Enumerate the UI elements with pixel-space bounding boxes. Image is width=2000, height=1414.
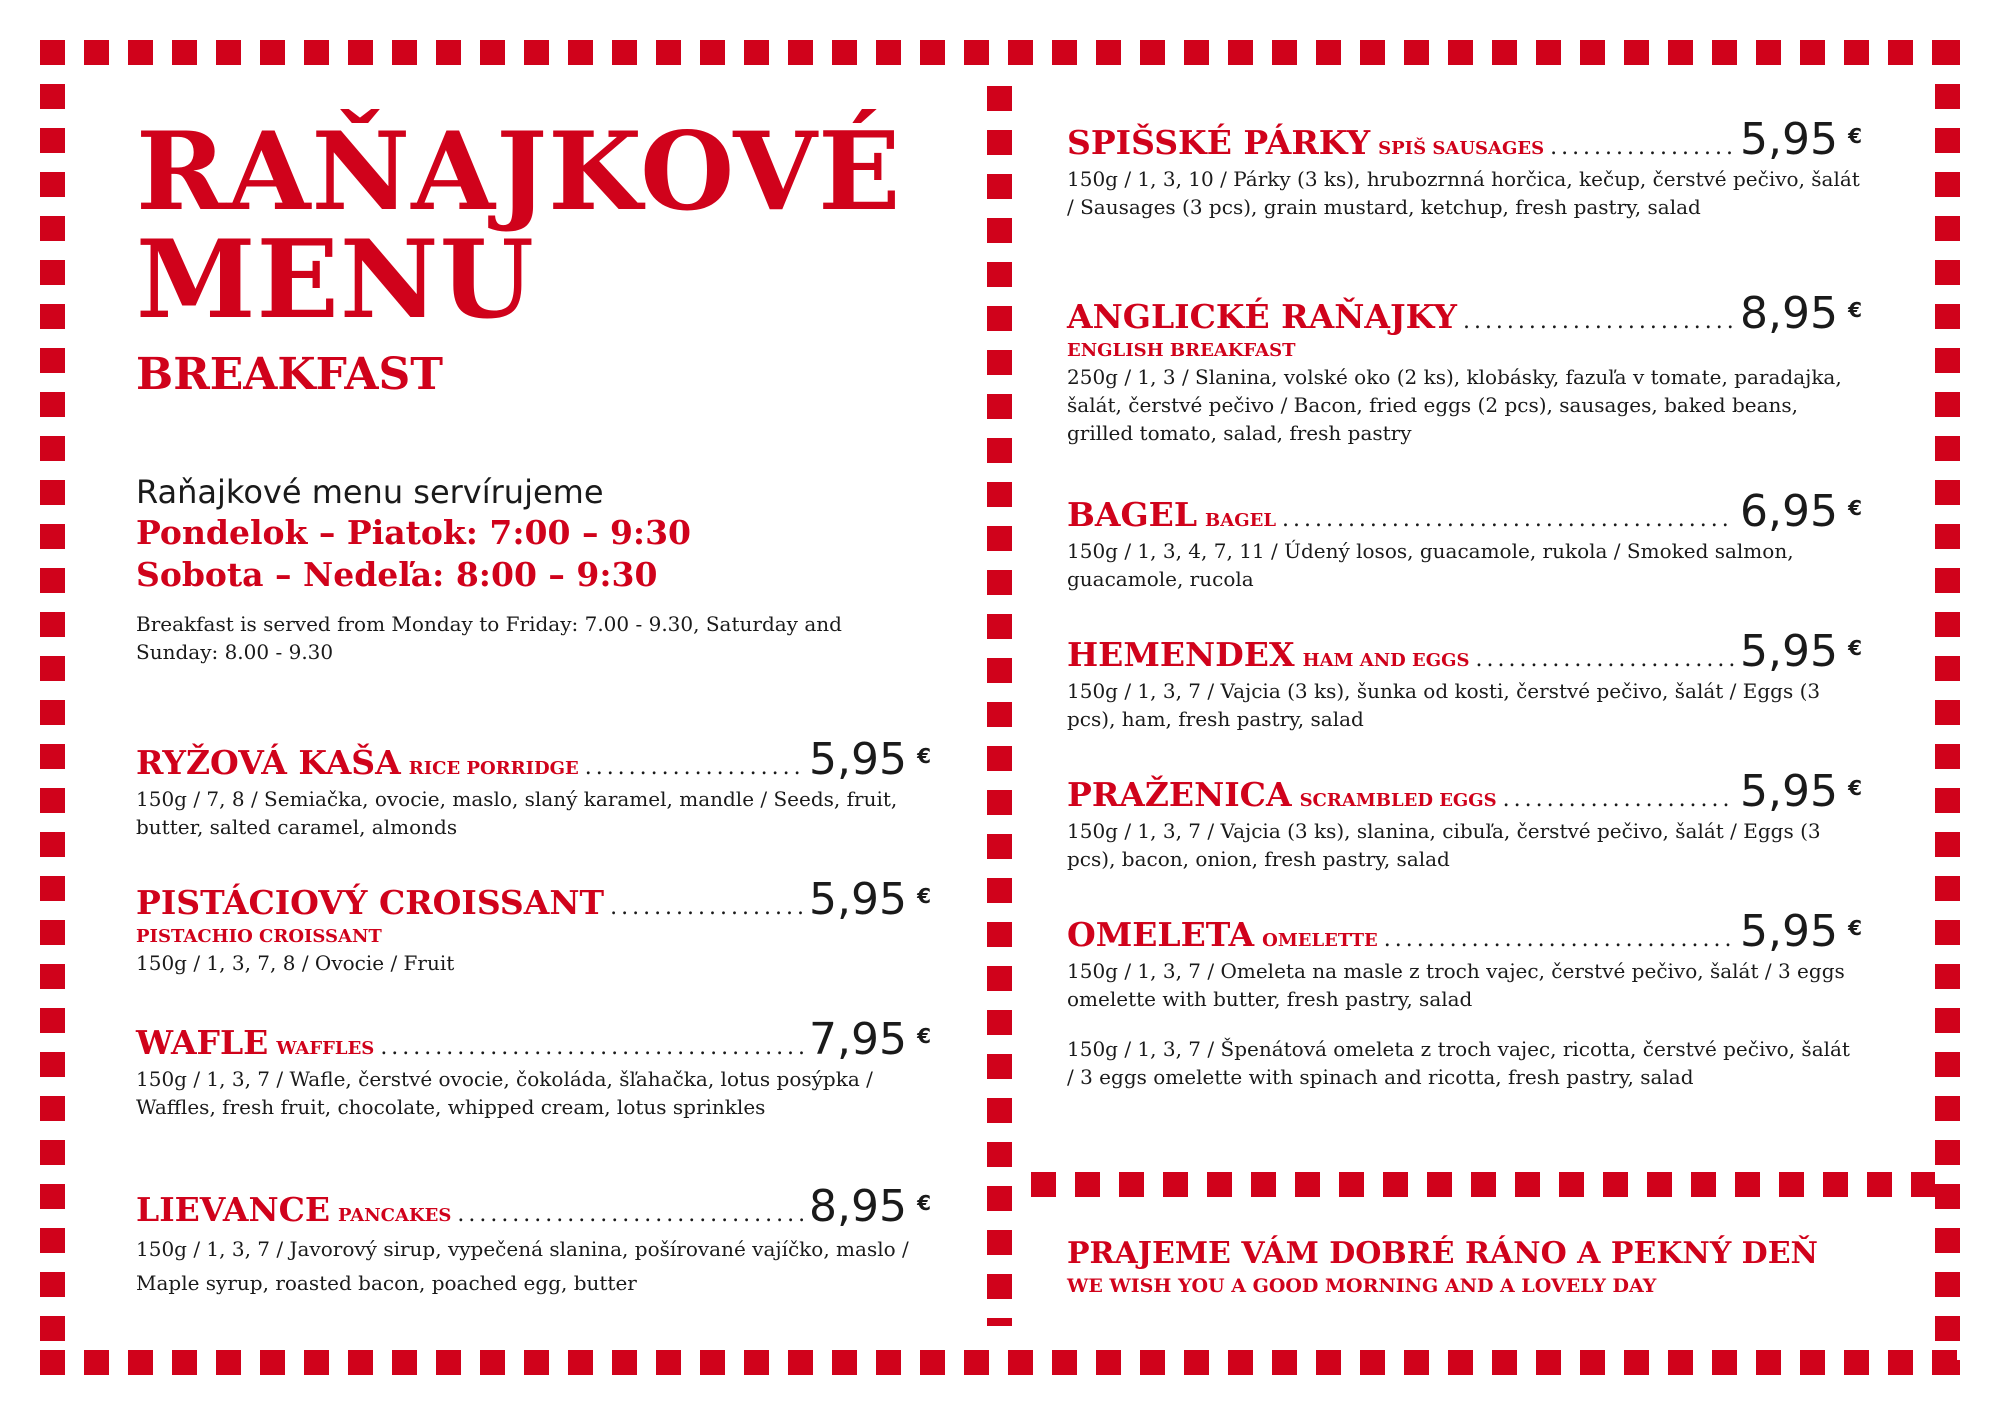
menu-title-line2: MENU xyxy=(136,217,535,343)
left-dashed-border xyxy=(40,40,65,1375)
item-english-name: WAFFLES xyxy=(276,1038,375,1059)
item-description: 150g / 7, 8 / Semiačka, ovocie, maslo, slaný karamel, mandle / Seeds, fruit, butter, salted caramel, almonds xyxy=(136,787,898,839)
menu-item xyxy=(136,1181,931,1300)
item-price: 6,95 € xyxy=(1740,486,1862,537)
bottom-dashed-border xyxy=(40,1350,1960,1375)
item-description: 150g / 1, 3, 7 / Vajcia (3 ks), šunka od kosti, čerstvé pečivo, šalát / Eggs (3 pcs), ham, fresh pastry, salad xyxy=(1067,679,1821,731)
closing-greeting-english: WE WISH YOU A GOOD MORNING AND A LOVELY DAY xyxy=(1067,1275,1657,1297)
item-description: 150g / 1, 3, 4, 7, 11 / Údený losos, guacamole, rukola / Smoked salmon, guacamole, rucola xyxy=(1067,539,1794,591)
item-name: HEMENDEX xyxy=(1067,635,1295,674)
item-description: 250g / 1, 3 / Slanina, volské oko (2 ks), klobásky, fazuľa v tomate, paradajka, šalát, čerstvé pečivo / Bacon, fried eggs (2 pcs), sausages, baked beans, grilled tomato, salad, fresh pastry xyxy=(1067,365,1842,445)
item-description: 150g / 1, 3, 10 / Párky (3 ks), hrubozrnná horčica, kečup, čerstvé pečivo, šalát / Sausages (3 pcs), grain mustard, ketchup, fresh pastry, salad xyxy=(1067,167,1860,219)
euro-sign: € xyxy=(917,884,931,908)
center-dashed-divider xyxy=(987,86,1012,1326)
item-price: 5,95 € xyxy=(1740,626,1862,677)
menu-item xyxy=(1067,906,1862,1091)
item-price: 5,95 € xyxy=(809,734,931,785)
menu-item xyxy=(1067,288,1862,447)
serving-weekend: Sobota – Nedeľa: 8:00 – 9:30 xyxy=(136,555,658,594)
item-english-name: RICE PORRIDGE xyxy=(408,758,579,779)
item-name: LIEVANCE xyxy=(136,1190,331,1229)
item-description: 150g / 1, 3, 7 / Wafle, čerstvé ovocie, čokoláda, šľahačka, lotus posýpka / Waffles, fresh fruit, chocolate, whipped cream, lotus sprinkles xyxy=(136,1067,873,1119)
item-english-name: ENGLISH BREAKFAST xyxy=(1067,340,1296,361)
closing-message xyxy=(1067,1235,1818,1299)
menu-item xyxy=(136,734,931,841)
menu-item xyxy=(1067,766,1862,873)
item-price: 5,95 € xyxy=(1740,766,1862,817)
item-price: 5,95 € xyxy=(1740,114,1862,165)
euro-sign: € xyxy=(1848,636,1862,660)
menu-subtitle: BREAKFAST xyxy=(136,349,443,400)
euro-sign: € xyxy=(1848,776,1862,800)
menu-item xyxy=(1067,626,1862,733)
item-english-name: HAM AND EGGS xyxy=(1302,650,1470,671)
serving-weekdays: Pondelok – Piatok: 7:00 – 9:30 xyxy=(136,513,692,552)
serving-english: Breakfast is served from Monday to Friday: 7.00 - 9.30, Saturday and Sunday: 8.00 - 9.30 xyxy=(136,612,842,664)
closing-greeting: PRAJEME VÁM DOBRÉ RÁNO A PEKNÝ DEŇ xyxy=(1067,1236,1818,1271)
item-english-name: SPIŠ SAUSAGES xyxy=(1378,138,1545,159)
menu-item xyxy=(1067,486,1862,593)
item-name: WAFLE xyxy=(136,1023,269,1062)
item-description: 150g / 1, 3, 7 / Javorový sirup, vypečená slanina, pošírované vajíčko, maslo / Maple syrup, roasted bacon, poached egg, butter xyxy=(136,1237,909,1295)
item-description-variant: 150g / 1, 3, 7 / Špenátová omeleta z troch vajec, ricotta, čerstvé pečivo, šalát / 3 eggs omelette with spinach and ricotta, fresh pastry, salad xyxy=(1067,1037,1850,1089)
item-price: 7,95 € xyxy=(809,1014,931,1065)
menu-title xyxy=(136,109,902,343)
item-description: 150g / 1, 3, 7 / Omeleta na masle z troch vajec, čerstvé pečivo, šalát / 3 eggs omelette with butter, fresh pastry, salad xyxy=(1067,959,1845,1011)
item-english-name: SCRAMBLED EGGS xyxy=(1299,790,1497,811)
item-price: 8,95 € xyxy=(1740,288,1862,339)
item-english-name: PISTACHIO CROISSANT xyxy=(136,926,382,947)
euro-sign: € xyxy=(917,1024,931,1048)
item-price: 8,95 € xyxy=(809,1181,931,1232)
item-english-name: PANCAKES xyxy=(338,1205,452,1226)
item-description: 150g / 1, 3, 7 / Vajcia (3 ks), slanina, cibuľa, čerstvé pečivo, šalát / Eggs (3 pcs), bacon, onion, fresh pastry, salad xyxy=(1067,819,1821,871)
item-price: 5,95 € xyxy=(809,874,931,925)
item-name: PRAŽENICA xyxy=(1067,775,1292,814)
top-dashed-border xyxy=(40,40,1960,65)
menu-item xyxy=(1067,114,1862,221)
menu-item xyxy=(136,1014,931,1121)
item-english-name: BAGEL xyxy=(1205,510,1276,531)
right-dashed-border xyxy=(1935,40,1960,1375)
euro-sign: € xyxy=(1848,916,1862,940)
euro-sign: € xyxy=(917,1191,931,1215)
item-name: BAGEL xyxy=(1067,495,1198,534)
item-name: OMELETA xyxy=(1067,915,1255,954)
item-name: RYŽOVÁ KAŠA xyxy=(136,743,401,782)
menu-title-line1: RAŇAJKOVÉ xyxy=(136,109,902,235)
item-name: ANGLICKÉ RAŇAJKY xyxy=(1067,297,1457,336)
euro-sign: € xyxy=(1848,298,1862,322)
euro-sign: € xyxy=(1848,124,1862,148)
serving-heading: Raňajkové menu servírujeme xyxy=(136,473,604,511)
item-name: SPIŠSKÉ PÁRKY xyxy=(1067,123,1371,162)
item-price: 5,95 € xyxy=(1740,906,1862,957)
item-english-name: OMELETTE xyxy=(1262,930,1378,951)
euro-sign: € xyxy=(917,744,931,768)
item-name: PISTÁCIOVÝ CROISSANT xyxy=(136,883,605,922)
item-description: 150g / 1, 3, 7, 8 / Ovocie / Fruit xyxy=(136,951,455,975)
euro-sign: € xyxy=(1848,496,1862,520)
closing-dashed-divider xyxy=(1031,1172,1935,1197)
menu-item xyxy=(136,874,931,977)
